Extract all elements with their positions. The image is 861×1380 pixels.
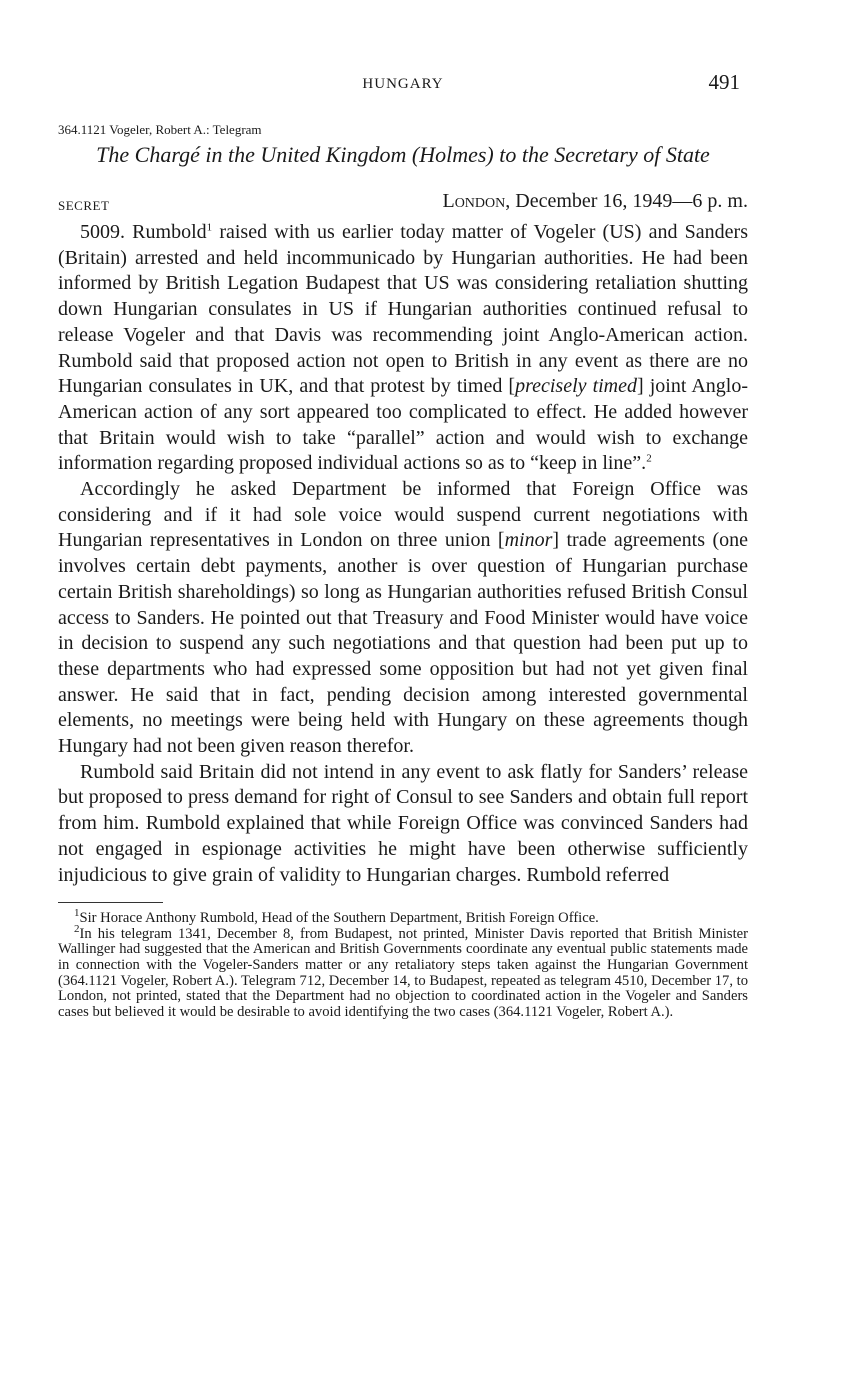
dateline-row <box>58 190 748 218</box>
paragraph-1-start: 5009. Rumbold <box>80 221 207 243</box>
footnote-ref-2: 2 <box>646 452 652 465</box>
editorial-insertion: precisely timed <box>515 375 638 398</box>
paragraph-2-end: ] trade agreements (one involves certain debt payments, another is over question of Hungarian purchase certain British shareholdings) so long as Hungarian authorities refused British Consul access to Sanders. He pointed out that Treasury and Food Minister would have voice in decision to suspend any such negotiations and that question had been put up to these departments who had expressed some opposition but had not yet given final answer. He said that in fact, pending decision among interested governmental elements, no meetings were being held with Hungary on these agreements though Hungary had not been given reason therefor. <box>58 529 748 758</box>
telegram-body <box>58 220 748 888</box>
running-title: HUNGARY <box>362 76 444 92</box>
dateline-date: December 16, 1949—6 p. m. <box>515 190 748 212</box>
footnote-marker: 1 <box>74 907 80 920</box>
classification-label: SECRET <box>58 198 110 213</box>
paragraph-2 <box>58 477 748 760</box>
dateline-place: London, <box>442 190 511 212</box>
dateline <box>442 190 748 213</box>
footnote-2 <box>58 923 748 1021</box>
footnote-text: In his telegram 1341, December 8, from Budapest, not printed, Minister Davis reported that British Minister Wallinger had suggested that the American and British Governments coordinate any eventual public statements made in connection with the Vogeler-Sanders matter or any retaliatory steps taken against the Hungarian Government (364.1121 Vogeler, Robert A.). Telegram 712, December 14, to Budapest, repeated as telegram 4510, December 17, to London, not printed, stated that the Department had no objection to coordinated action in the Vogeler and Sanders cases but believed it would be desirable to avoid identifying the two cases (364.1121 Vogeler, Robert A.). <box>58 925 748 1020</box>
running-header <box>58 70 748 100</box>
paragraph-3: Rumbold said Britain did not intend in any event to ask flatly for Sanders’ release but proposed to press demand for right of Consul to see Sanders and obtain full report from him. Rumbold explained that while Foreign Office was convinced Sanders had not engaged in espionage activities he might have been otherwise sufficiently injudicious to give grain of validity to Hungarian charges. Rumbold referred <box>58 760 748 886</box>
footnote-marker: 2 <box>74 923 80 936</box>
document-page <box>58 70 748 1020</box>
paragraph-2-start: Accordingly he asked Department be informed that Foreign Office was considering and if it had sole voice would suspend current negotiations with Hungarian representatives in London on three union [ <box>58 478 748 552</box>
editorial-insertion: minor <box>504 529 553 552</box>
file-reference: 364.1121 Vogeler, Robert A.: Telegram <box>58 122 262 137</box>
footnote-text: Sir Horace Anthony Rumbold, Head of the Southern Department, British Foreign Office. <box>79 910 599 927</box>
paragraph-1-end: ] joint Anglo-American action of any sort appeared too complicated to effect. He added however that Britain would wish to take “parallel” action and would wish to exchange information regarding proposed individual actions so as to “keep in line”. <box>58 375 748 475</box>
footnotes <box>58 907 748 1020</box>
document-title: The Chargé in the United Kingdom (Holmes) to the Secretary of State <box>96 142 710 167</box>
footnote-ref-1: 1 <box>206 221 213 234</box>
paragraph-1 <box>58 220 748 477</box>
footnote-1 <box>58 907 748 927</box>
paragraph-1-middle: raised with us earlier today matter of Vogeler (US) and Sanders (Britain) arrested and held incommunicado by Hungarian authorities. He had been informed by British Legation Budapest that US was considering retaliation shutting down Hungarian consulates in US if Hungarian authorities continued refusal to release Vogeler and that Davis was recommending joint Anglo-American action. Rumbold said that proposed action not open to British in any event as there are no Hungarian consulates in UK, and that protest by timed [ <box>58 221 748 398</box>
footnote-divider <box>58 902 163 903</box>
page-number: 491 <box>708 70 740 94</box>
